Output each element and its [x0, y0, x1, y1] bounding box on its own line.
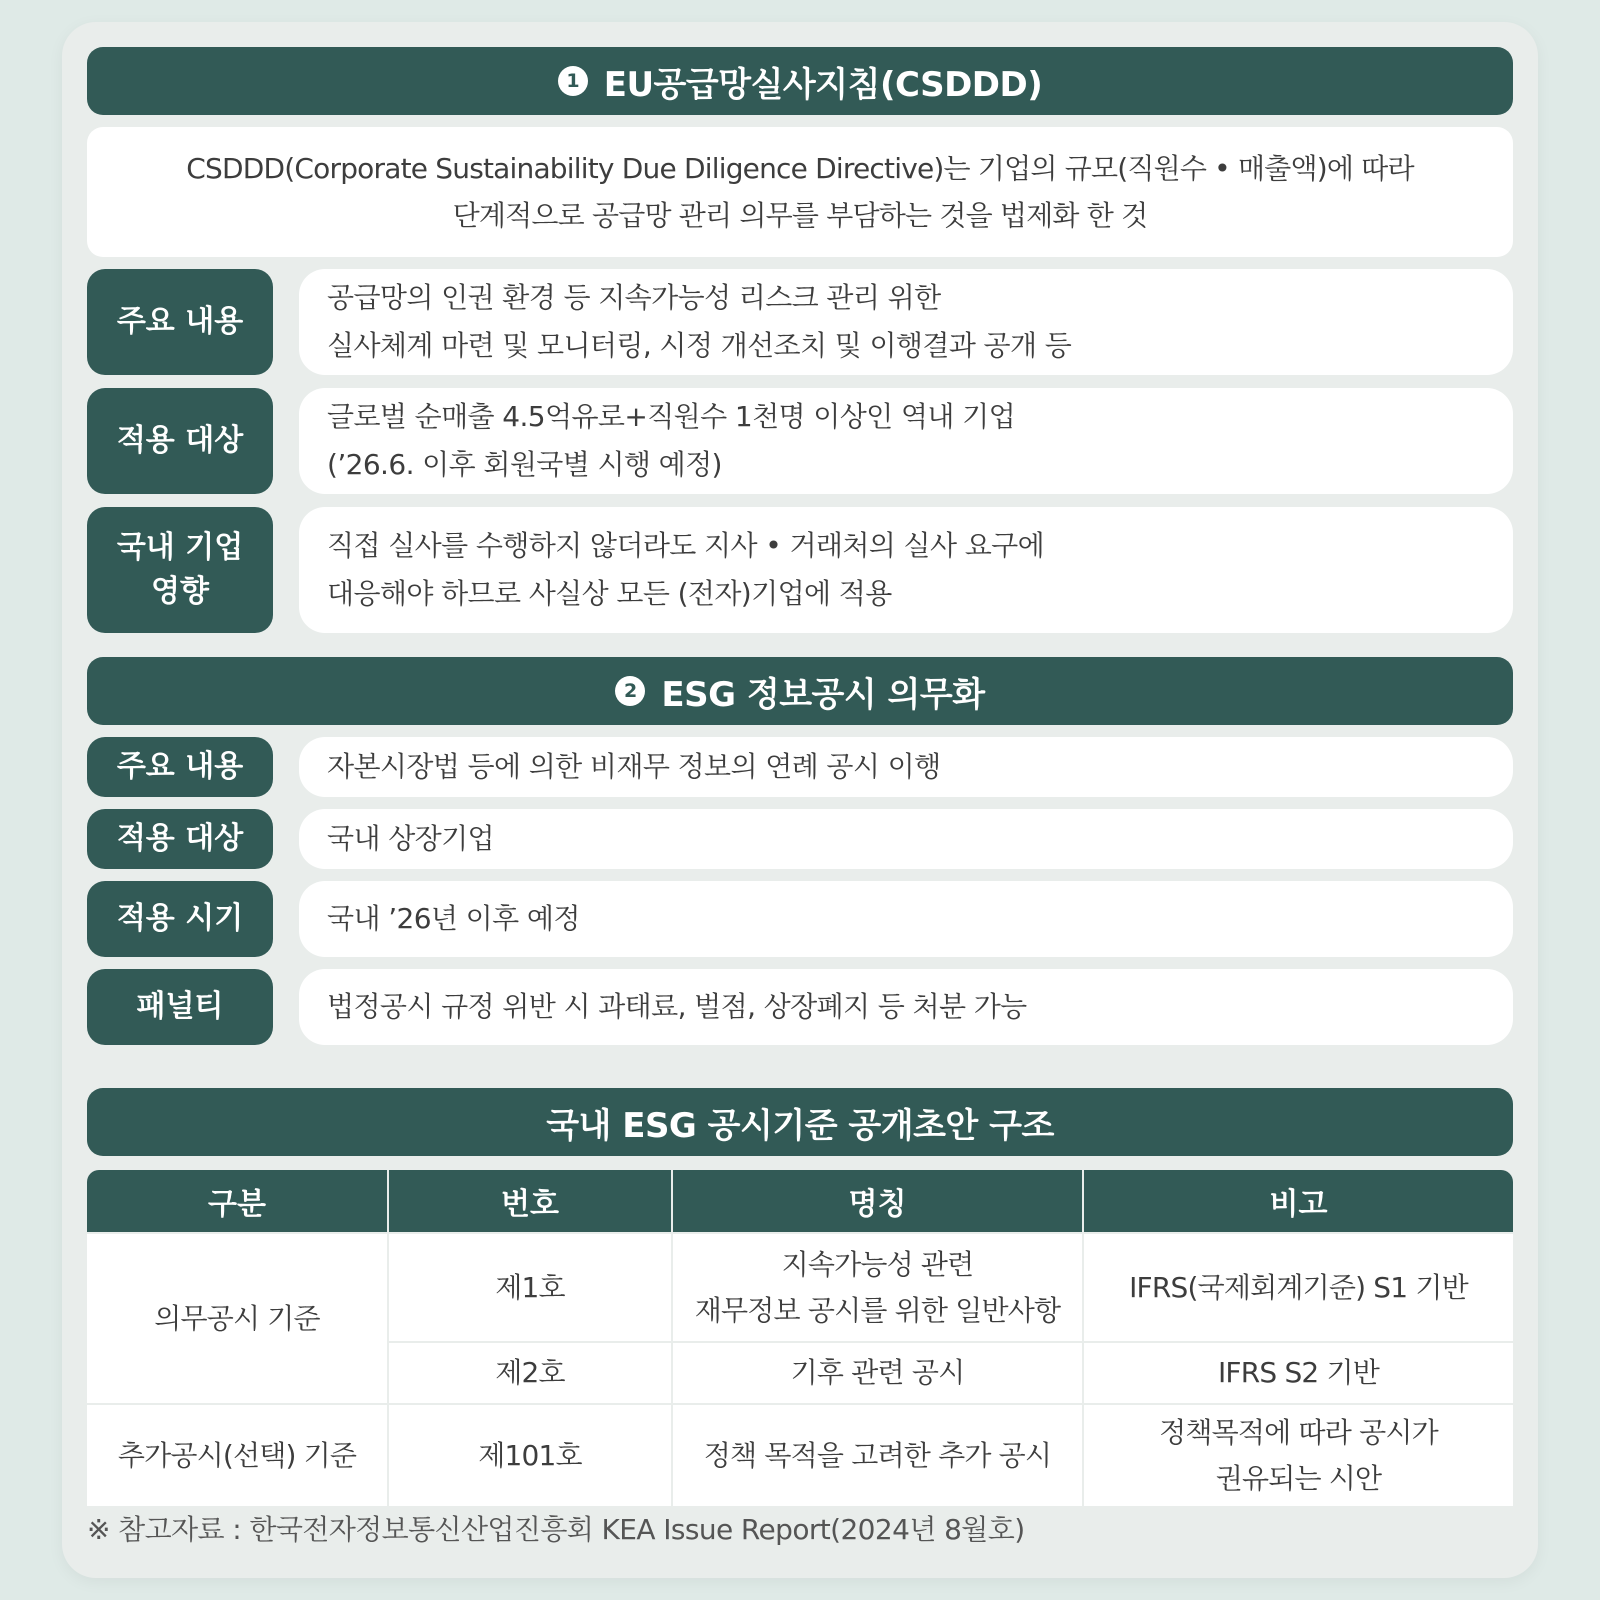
row-label-text: 적용 대상 [116, 423, 244, 458]
table-cell-group-mandatory: 의무공시 기준 [87, 1234, 387, 1403]
section2-row-timing [87, 881, 1513, 957]
row-content [299, 737, 1513, 797]
row-content [299, 388, 1513, 494]
description-line: 단계적으로 공급망 관리 의무를 부담하는 것을 법제화 한 것 [452, 199, 1148, 232]
section1-row-impact [87, 507, 1513, 633]
row-label-text: 적용 시기 [116, 901, 244, 936]
section3-header [87, 1088, 1513, 1156]
section1-header [87, 47, 1513, 115]
table-cell-note [1084, 1405, 1513, 1506]
row-content-line: 글로벌 순매출 4.5억유로+직원수 1천명 이상인 역내 기업 [327, 400, 1016, 433]
table-cell-name [673, 1405, 1082, 1506]
row-content-line: 공급망의 인권 환경 등 지속가능성 리스크 관리 위한 [327, 281, 941, 314]
row-content-line: 직접 실사를 수행하지 않더라도 지사 • 거래처의 실사 요구에 [327, 529, 1045, 562]
row-label-text: 국내 기업 [116, 530, 244, 565]
number-badge-icon: 1 [558, 66, 588, 96]
row-label [87, 388, 273, 494]
row-label [87, 507, 273, 633]
section1-row-target [87, 388, 1513, 494]
section1-description [87, 127, 1513, 257]
row-content-line: 국내 상장기업 [327, 822, 494, 855]
table-cell-name [673, 1234, 1082, 1341]
section2-row-penalty [87, 969, 1513, 1045]
row-content [299, 809, 1513, 869]
table-cell-line: 지속가능성 관련 [781, 1247, 974, 1281]
section2-header [87, 657, 1513, 725]
table-cell-number: 제2호 [389, 1343, 671, 1403]
description-line: CSDDD(Corporate Sustainability Due Diligence Directive)는 기업의 규모(직원수 • 매출액)에 따라 [186, 152, 1414, 185]
row-content-line: 법정공시 규정 위반 시 과태료, 벌점, 상장폐지 등 처분 가능 [327, 990, 1027, 1023]
table-cell-number: 제1호 [389, 1234, 671, 1341]
table-cell-line: 권유되는 시안 [1215, 1461, 1382, 1495]
table-cell-note [1084, 1343, 1513, 1403]
footnote-source: ※ 참고자료 : 한국전자정보통신산업진흥회 KEA Issue Report(2024년 8월호) [87, 1513, 1025, 1546]
section1-title: EU공급망실사지침(CSDDD) [603, 64, 1043, 105]
row-content-line: 자본시장법 등에 의한 비재무 정보의 연례 공시 이행 [327, 750, 941, 783]
row-content-line: (’26.6. 이후 회원국별 시행 예정) [327, 448, 722, 481]
row-content [299, 881, 1513, 957]
table-header-category: 구분 [87, 1170, 387, 1232]
row-label [87, 737, 273, 797]
row-label-text: 적용 대상 [116, 821, 244, 856]
row-label [87, 969, 273, 1045]
section3-title: 국내 ESG 공시기준 공개초안 구조 [546, 1105, 1054, 1146]
info-card [62, 22, 1538, 1578]
row-label [87, 809, 273, 869]
section2-row-target [87, 809, 1513, 869]
row-content [299, 969, 1513, 1045]
number-badge-icon: 2 [615, 676, 645, 706]
row-label-text: 주요 내용 [116, 304, 244, 339]
row-content [299, 507, 1513, 633]
table-cell-line: IFRS S2 기반 [1217, 1356, 1380, 1389]
row-label [87, 881, 273, 957]
table-cell-line: 기후 관련 공시 [790, 1356, 965, 1389]
table-cell-line: IFRS(국제회계기준) S1 기반 [1129, 1270, 1468, 1304]
row-label-text: 패널티 [136, 989, 224, 1024]
row-content [299, 269, 1513, 375]
table-header-note: 비고 [1084, 1170, 1513, 1232]
table-cell-line: 정책목적에 따라 공시가 [1159, 1415, 1438, 1449]
row-content-line: 실사체계 마련 및 모니터링, 시정 개선조치 및 이행결과 공개 등 [327, 329, 1072, 362]
table-cell-number: 제101호 [389, 1405, 671, 1506]
disclosure-standards-table [87, 1170, 1513, 1506]
table-header-number: 번호 [389, 1170, 671, 1232]
table-cell-line: 정책 목적을 고려한 추가 공시 [703, 1438, 1052, 1472]
section2-title: ESG 정보공시 의무화 [661, 674, 985, 715]
row-label-text: 주요 내용 [116, 749, 244, 784]
row-label-text: 영향 [151, 574, 209, 609]
table-header-name: 명칭 [673, 1170, 1082, 1232]
row-content-line: 대응해야 하므로 사실상 모든 (전자)기업에 적용 [327, 577, 892, 610]
table-cell-name [673, 1343, 1082, 1403]
section1-row-main-content [87, 269, 1513, 375]
table-cell-note [1084, 1234, 1513, 1341]
row-label [87, 269, 273, 375]
section2-row-main-content [87, 737, 1513, 797]
table-cell-group-optional: 추가공시(선택) 기준 [87, 1405, 387, 1506]
row-content-line: 국내 ’26년 이후 예정 [327, 902, 580, 935]
table-cell-line: 재무정보 공시를 위한 일반사항 [694, 1293, 1061, 1327]
